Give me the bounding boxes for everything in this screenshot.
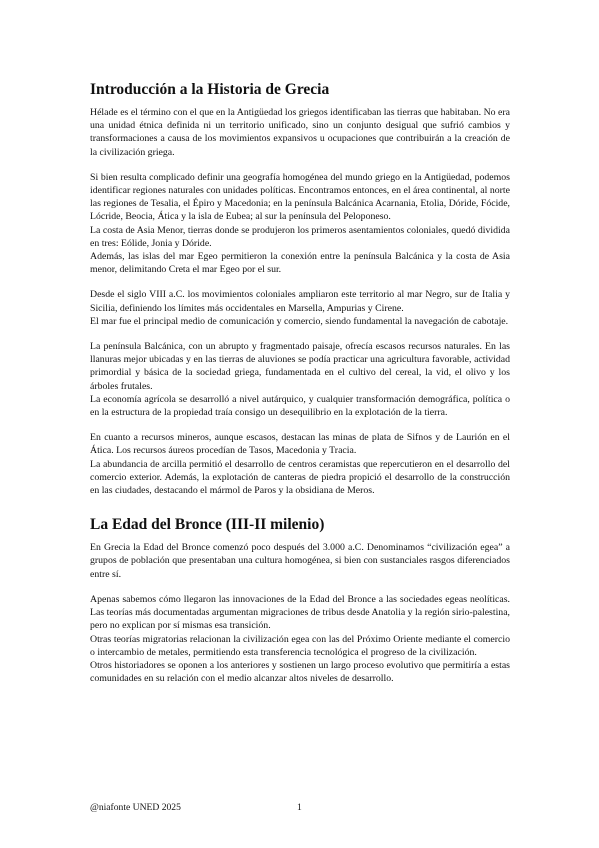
paragraph: El mar fue el principal medio de comunicación y comercio, siendo fundamental la navegación de cabotaje. — [90, 315, 509, 327]
paragraph: En cuanto a recursos mineros, aunque escasos, destacan las minas de plata de Sifnos y de Laurión en el Ática. Los recursos áureos procedían de Tasos, Macedonia y Tracia. — [90, 432, 510, 457]
paragraph: La península Balcánica, con un abrupto y fragmentado paisaje, ofrecía escasos recursos naturales. En las llanuras mejor ubicadas y en las tierras de aluviones se podía practicar una agricultura favorable, actividad primordial y básica de la sociedad griega, fundamentada en el cultivo del cereal, la vid, el olivo y los árboles frutales. — [90, 341, 510, 392]
paragraph: Otros historiadores se oponen a los anteriores y sostienen un largo proceso evolutivo que permitiría a estas comunidades en su relación con el medio alcanzar altos niveles de desarrollo. — [90, 659, 510, 685]
paragraph-gap — [90, 159, 510, 171]
paragraph: Otras teorías migratorias relacionan la civilización egea con las del Próximo Oriente mediante el comercio o intercambio de metales, permitiendo esta transferencia tecnológica el progreso de la civilización. — [90, 633, 510, 658]
paragraph: La costa de Asia Menor, tierras donde se produjeron los primeros asentamientos coloniales, quedó dividida en tres: Eólide, Jonia y Dóride. — [90, 224, 510, 249]
paragraph: Hélade es el término con el que en la Antigüedad los griegos identificaban las tierras que habitaban. No era una unidad étnica definida ni un territorio unificado, sino un conjunto desigual que sufrió cambios y transformaciones a causa de los movimientos expansivos u ocupaciones que contribuirán a la creación de la civilización griega. — [90, 107, 510, 158]
paragraph: Si bien resulta complicado definir una geografía homogénea del mundo griego en la Antigüedad, podemos identificar regiones naturales con unidades políticas. Encontramos entonces, en el área continental, al norte las regiones de Tesalia, el Épiro y Macedonia; en la península Balcánica Acarnania, Etolia, Dóride, Fócide, Lócride, Beocia, Ática y la isla de Eubea; al sur la península del Peloponeso. — [90, 171, 510, 223]
paragraph: Desde el siglo VIII a.C. los movimientos coloniales ampliaron este territorio al mar Negro, sur de Italia y Sicilia, definiendo los límites más occidentales en Marsella, Ampurias y Cirene. — [90, 289, 510, 314]
paragraph-gap — [90, 419, 510, 431]
paragraph: La economía agrícola se desarrolló a nivel autárquico, y cualquier transformación demográfica, política o en la estructura de la propiedad traía consigo un desequilibrio en la explotación de la tierra. — [90, 393, 510, 419]
paragraph: En Grecia la Edad del Bronce comenzó poco después del 3.000 a.C. Denominamos “civilización egea” a grupos de población que presentaban una cultura homogénea, si bien con sustanciales rasgos diferenciados entre sí. — [90, 542, 510, 580]
document-page — [90, 80, 510, 685]
paragraph-gap — [90, 328, 510, 340]
paragraph-gap — [90, 581, 510, 593]
paragraph: La abundancia de arcilla permitió el desarrollo de centros ceramistas que repercutieron en el desarrollo del comercio exterior. Además, la explotación de canteras de piedra propició el desarrollo de la construcción en las ciudades, destacando el mármol de Paros y la obsidiana de Meros. — [90, 458, 510, 497]
section-title-introduccion: Introducción a la Historia de Grecia — [90, 81, 330, 98]
paragraph-gap — [90, 276, 510, 288]
section-title-edad-del-bronce: La Edad del Bronce (III-II milenio) — [90, 516, 325, 534]
page-number: 1 — [297, 802, 302, 813]
footer-credit: @niafonte UNED 2025 — [90, 802, 181, 813]
paragraph: Apenas sabemos cómo llegaron las innovaciones de la Edad del Bronce a las sociedades egeas neolíticas. Las teorías más documentadas argumentan migraciones de tribus desde Anatolia y la región sirio-palestina, pero no explican por sí mismas esa transición. — [90, 593, 510, 632]
paragraph: Además, las islas del mar Egeo permitieron la conexión entre la península Balcánica y la costa de Asia menor, delimitando Creta el mar Egeo por el sur. — [90, 251, 510, 276]
